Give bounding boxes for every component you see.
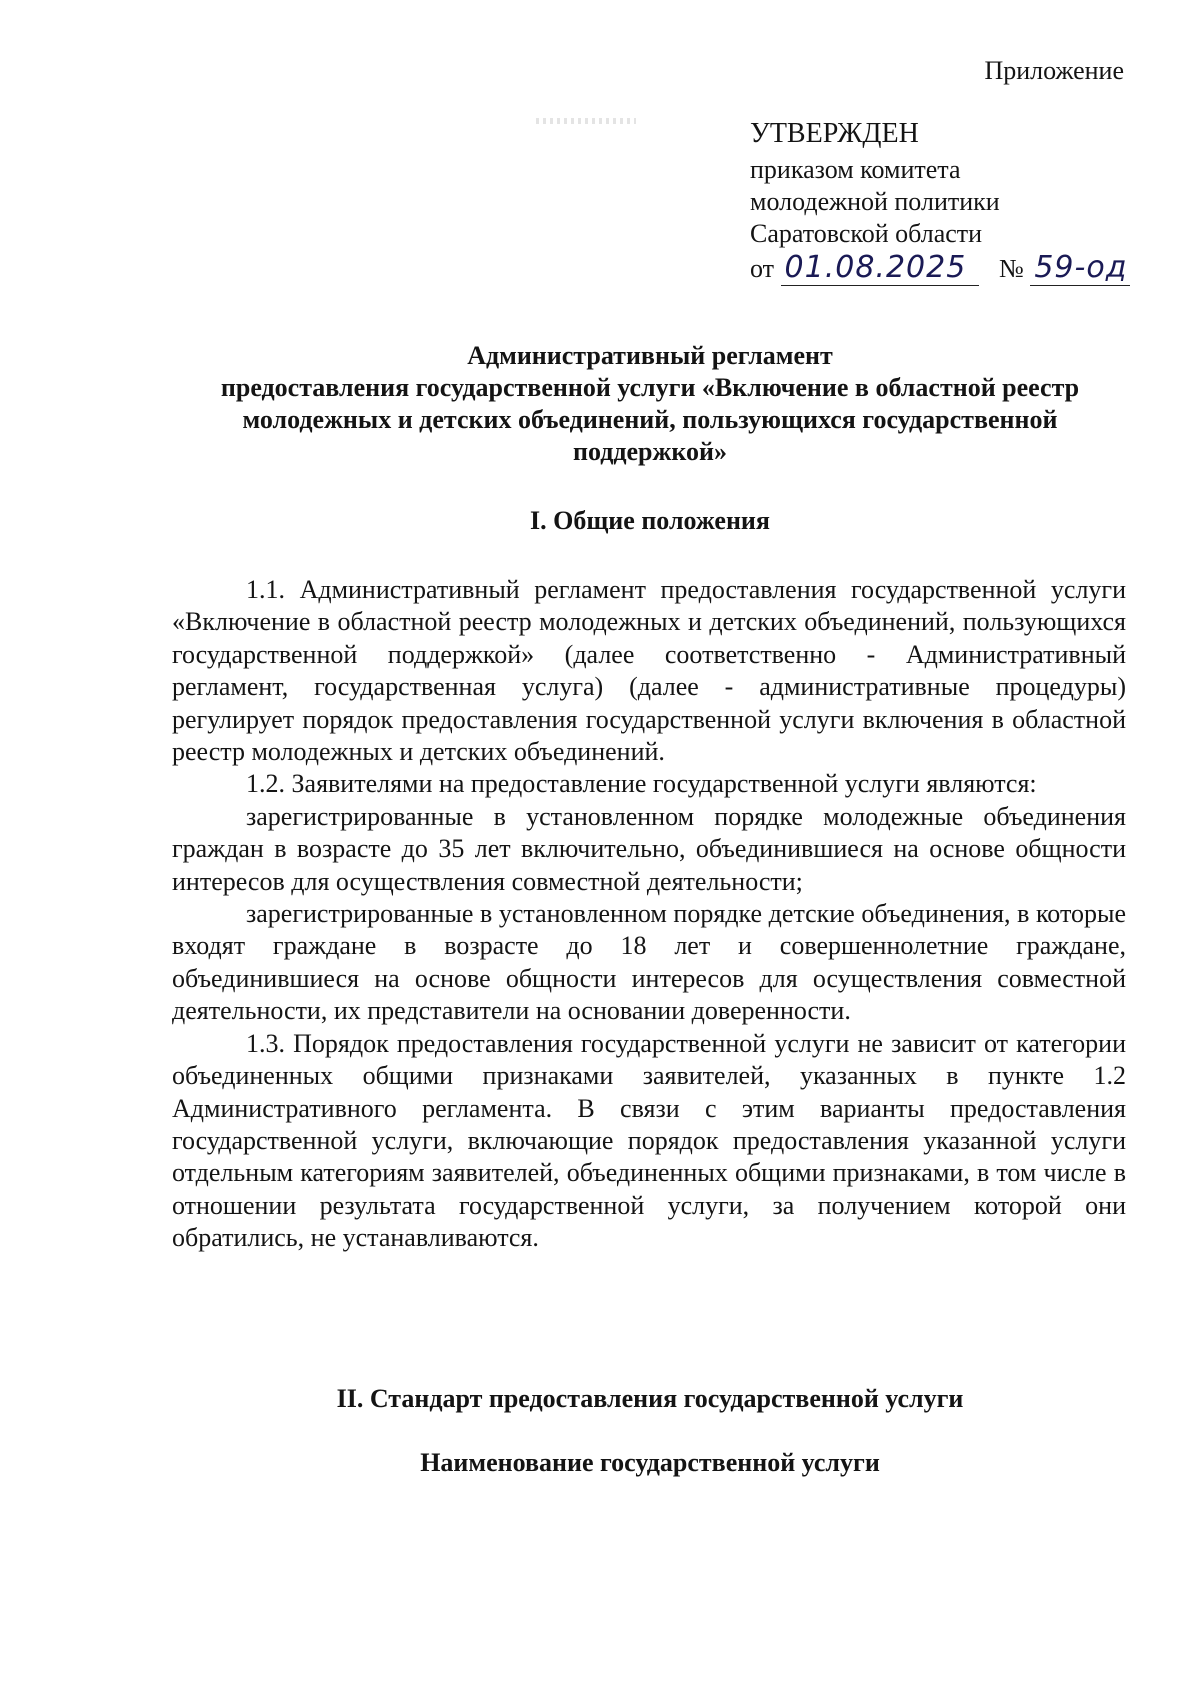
paragraph-1-1: 1.1. Административный регламент предоставления государственной услуги «Включение в областной реестр молодежных и детских объединений, пользующихся государственной поддержкой» (далее соответственно - Административный регламент, государственная услуга) (далее - административные процедуры) регулирует порядок предоставления государственной услуги включения в областной реестр молодежных и детских объединений. [172, 575, 1126, 767]
scan-artifact [536, 118, 636, 124]
approval-block [750, 118, 1150, 292]
section-1-body [172, 574, 1126, 1255]
handwritten-date: 01.08.2025 [784, 250, 967, 285]
paragraph-applicants-youth: зарегистрированные в установленном порядке молодежные объединения граждан в возрасте до 35 лет включительно, объединившиеся на основе общности интересов для осуществления совместной деятельности; [172, 801, 1126, 896]
paragraph-1-3: 1.3. Порядок предоставления государственной услуги не зависит от категории объединенных общими признаками заявителей, указанных в пункте 1.2 Административного регламента. В связи с этим варианты предоставления государственной услуги, включающие порядок предоставления указанной услуги отдельным категориям заявителей, объединенных общими признаками, в том числе в отношении результата государственной услуги, за получением которой они обратились, не устанавливаются. [172, 1028, 1126, 1253]
approval-line-3: Саратовской области [750, 219, 983, 248]
order-date-number [750, 252, 1150, 292]
number-prefix: № [999, 254, 1024, 283]
paragraph-1-2: 1.2. Заявителями на предоставление государственной услуги являются: [246, 769, 1037, 799]
appendix-label: Приложение [984, 56, 1124, 85]
document-title [170, 340, 1130, 468]
section-2-subheading: Наименование государственной услуги [420, 1448, 880, 1477]
date-prefix: от [750, 254, 775, 283]
number-field [1030, 252, 1130, 286]
section-1-heading: I. Общие положения [530, 506, 770, 535]
approval-line-1: приказом комитета [750, 155, 961, 184]
date-field [781, 252, 979, 286]
title-line-2: предоставления государственной услуги «Включение в областной реестр молодежных и детских объединений, пользующихся государственной поддержкой» [220, 373, 1080, 466]
section-2-heading: II. Стандарт предоставления государственной услуги [336, 1384, 964, 1413]
title-line-1: Административный регламент [467, 341, 833, 370]
handwritten-number: 59-од [1034, 250, 1128, 285]
approval-line-2: молодежной политики [750, 187, 1000, 216]
approved-label: УТВЕРЖДЕН [750, 118, 919, 149]
paragraph-applicants-children: зарегистрированные в установленном порядке детские объединения, в которые входят граждане в возрасте до 18 лет и совершеннолетние граждане, объединившиеся на основе общности интересов для осуществления совместной деятельности, их представители на основании доверенности. [172, 899, 1126, 1026]
